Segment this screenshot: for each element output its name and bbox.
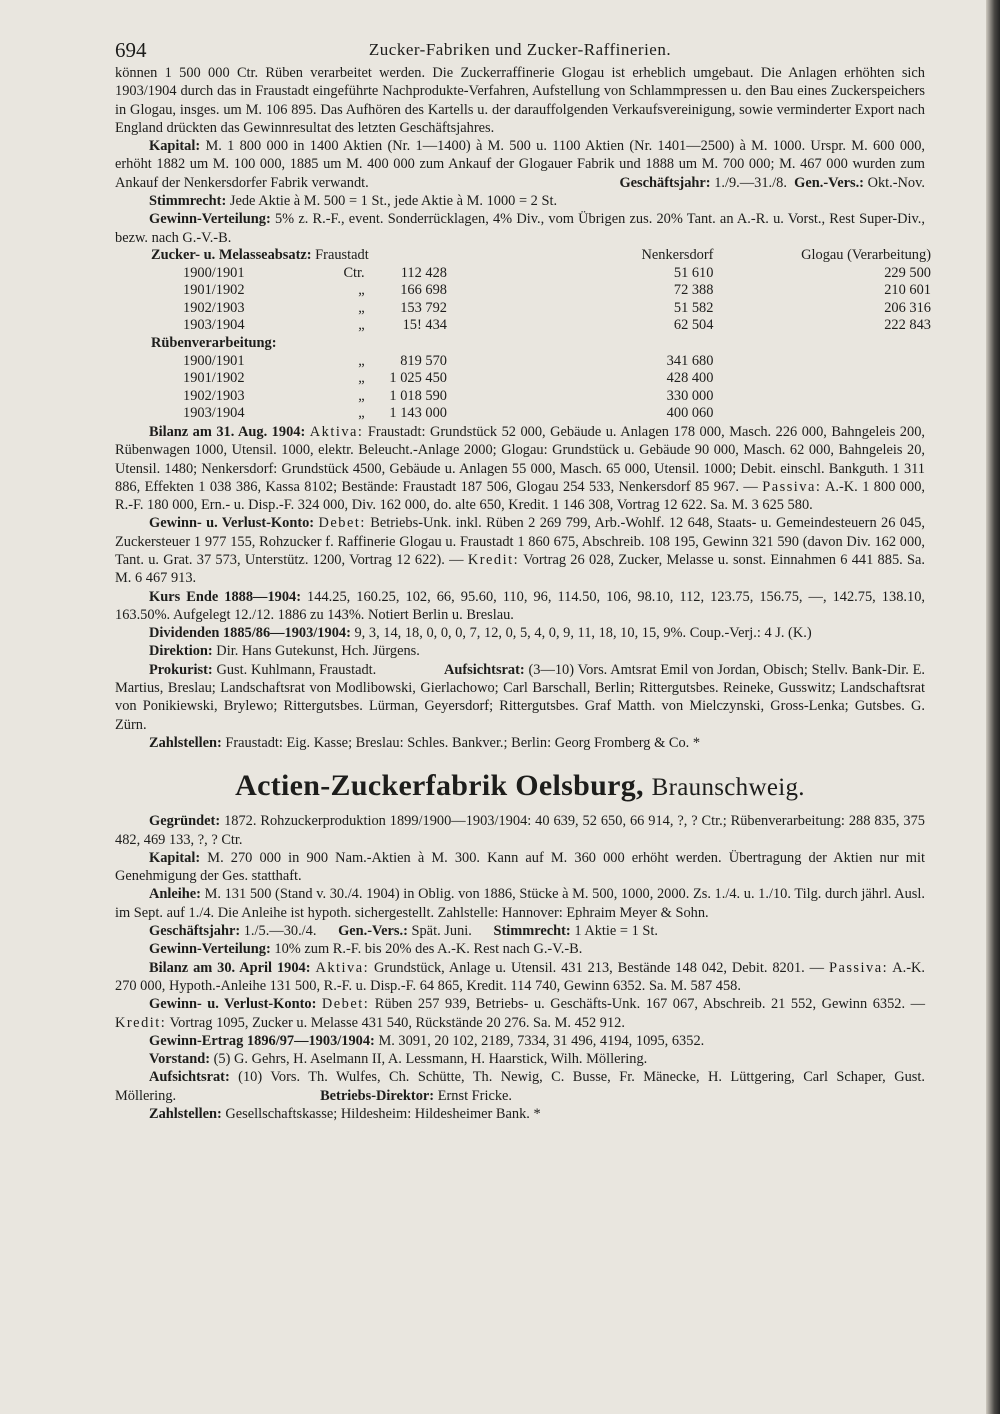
- ar-label: Aufsichtsrat:: [443, 661, 525, 678]
- kapital-label: Kapital:: [149, 138, 201, 155]
- unit-cell: „: [358, 299, 365, 316]
- s2-kapital-paragraph: [115, 849, 925, 886]
- zahlstellen-paragraph: [115, 734, 925, 752]
- unit-cell: Ctr.: [343, 264, 365, 281]
- glogau-cell: 229 500: [884, 264, 931, 281]
- s2-gegruendet-paragraph: [115, 812, 925, 849]
- kapital-paragraph: [115, 137, 925, 192]
- unit-cell: „: [358, 405, 365, 422]
- sales-table: [151, 247, 931, 423]
- s2-vorstand-paragraph: [115, 1050, 925, 1068]
- s2-ar-text: (10) Vors. Th. Wulfes, Ch. Schütte, Th. Newig, C. Busse, Fr. Mänecke, H. Lüttgering, Carl Schaper, Gust. Möllering.: [115, 1069, 925, 1104]
- ruben-label: Rübenverarbeitung:: [151, 334, 277, 351]
- unit-cell: „: [358, 370, 365, 387]
- s2-kredit-label: Kredit:: [115, 1014, 167, 1031]
- s2-bilanz-text-2: A.-K. 270 000, Hypoth.-Anleihe 131 500, R.-F. u. Disp.-F. 64 865, Kredit. 114 740, Gewinn 6352. Sa. M. 587 458.: [115, 959, 925, 994]
- kredit-label: Kredit:: [467, 551, 520, 568]
- bilanz-paragraph: [115, 423, 925, 514]
- s2-stimm-text: 1 Aktie = 1 St.: [570, 923, 658, 940]
- unit-cell: „: [358, 282, 365, 299]
- year-cell: 1902/1903: [183, 387, 245, 404]
- nenkersdorf-cell: 72 388: [673, 282, 714, 299]
- s2-gj-label: Geschäftsjahr:: [149, 923, 241, 940]
- stimmrecht-paragraph: [115, 192, 925, 210]
- s2-ertrag-paragraph: [115, 1032, 925, 1050]
- s2-ar-label: Aufsichtsrat:: [149, 1069, 230, 1086]
- unit-cell: „: [358, 387, 365, 404]
- s2-aktiva-label: Aktiva:: [315, 959, 370, 976]
- fraustadt-cell: 112 428: [400, 264, 447, 281]
- kapital-text: M. 1 800 000 in 1400 Aktien (Nr. 1—1400) à M. 500 u. 1100 Aktien (Nr. 1401—2500) à M. 1000. Urspr. M. 600 000, erhöht 1882 um M. 100 000, 1885 um M. 400 000 zum Ankauf der Glogauer Fabrik und 1888 um M. 700 000; M. 467 000 wurden zum Ankauf der Nenkersdorfer Fabrik verwandt.: [115, 138, 925, 191]
- nenkersdorf-cell: 341 680: [666, 352, 714, 369]
- s2-guv-paragraph: [115, 995, 925, 1032]
- s2-bd-text: Ernst Fricke.: [434, 1087, 513, 1104]
- s2-aufsichtsrat-paragraph: [115, 1068, 925, 1105]
- document-page: [115, 30, 931, 1123]
- debet-label: Debet:: [318, 515, 366, 532]
- s2-zahlstellen-paragraph: [115, 1105, 925, 1123]
- fraustadt-cell: 819 570: [400, 352, 447, 369]
- year-cell: 1900/1901: [183, 352, 245, 369]
- s2-gj-text: 1./5.—30./4.: [240, 923, 317, 940]
- s2-vorst-text: (5) G. Gehrs, H. Aselmann II, A. Lessmann, H. Haarstick, Wilh. Möllering.: [210, 1051, 648, 1068]
- s2-guv-text-2: Vortrag 1095, Zucker u. Melasse 431 540, Rückstände 20 276. Sa. M. 452 912.: [166, 1014, 625, 1031]
- col-fraustadt: Fraustadt: [315, 246, 369, 263]
- kurs-paragraph: [115, 588, 925, 625]
- ar-text: (3—10) Vors. Amtsrat Emil von Jordan, Obisch; Stellv. Bank-Dir. E. Martius, Breslau; Landschaftsrat von Modlibowski, Gierlachowo; Carl Barschall, Berlin; Rittergutsbes. Reineke, Gusswitz; Landschaftsrat von Ponikiewski, Brylewo; Rittergutsbes. Lürman, Geyersdorf; Rittergutsbes. Graf Matth. von Mielczynski, Gross-Lenka; Gutsbes. G. Zürn.: [115, 661, 925, 733]
- prok-label: Prokurist:: [149, 661, 213, 678]
- dir-label: Direktion:: [149, 643, 213, 660]
- glogau-cell: 206 316: [884, 299, 931, 316]
- nenkersdorf-cell: 51 582: [673, 299, 714, 316]
- s2-gewinn-text: 10% zum R.-F. bis 20% des A.-K. Rest nach G.-V.-B.: [270, 941, 583, 958]
- ruben-rows: [151, 353, 931, 423]
- s2-gj-paragraph: [115, 922, 925, 940]
- guv-label: Gewinn- u. Verlust-Konto:: [149, 515, 315, 532]
- direktion-paragraph: [115, 642, 925, 660]
- year-cell: 1903/1904: [183, 405, 245, 422]
- zahl-label: Zahlstellen:: [149, 734, 222, 751]
- intro-paragraph: können 1 500 000 Ctr. Rüben verarbeitet werden. Die Zuckerraffinerie Glogau ist erheblich umgebaut. Die Anlagen erhöhten sich 1903/1904 durch das in Fraustadt eingeführte Nachprodukte-Verfahren, Aufstellung von Schlammpressen u. den Bau eines Zuckerspeichers in Glogau, insges. um M. 106 895. Das Aufhören des Kartells u. der darauffolgenden Verkaufsvereinigung, sowie verminderter Export nach England drückten das Gewinnresultat des letzten Geschäftsjahres.: [115, 65, 925, 136]
- table-row: [151, 405, 931, 423]
- col-glogau: Glogau (Verarbeitung): [801, 246, 931, 263]
- kurs-text: 144.25, 160.25, 102, 66, 95.60, 110, 96, 114.50, 106, 98.10, 112, 123.75, 156.75, —, 142.75, 138.10, 163.50%. Aufgelegt 12./12. 1886 zu 143%. Notiert Berlin u. Breslau.: [115, 588, 925, 623]
- guv-paragraph: [115, 514, 925, 587]
- stimm-label: Stimmrecht:: [149, 193, 227, 210]
- company-place: Braunschweig.: [651, 774, 805, 802]
- sales-table-label: Zucker- u. Melasseabsatz:: [151, 246, 312, 263]
- aktiva-label: Aktiva:: [309, 423, 364, 440]
- glogau-cell: 222 843: [884, 317, 931, 334]
- gewinn-label: Gewinn-Verteilung:: [149, 211, 271, 228]
- bilanz-text-2: A.-K. 1 800 000, R.-F. 180 000, Ern.- u. Disp.-F. 324 000, Div. 162 000, do. alte 650, Kredit. 1 146 308, Vortrag 12 622. Sa. M. 3 625 580.: [115, 478, 925, 514]
- unit-cell: „: [358, 352, 365, 369]
- s2-kapital-label: Kapital:: [149, 849, 201, 866]
- gv-label: Gen.-Vers.:: [794, 174, 864, 191]
- fraustadt-cell: 166 698: [400, 282, 447, 299]
- glogau-cell: [713, 405, 931, 423]
- s2-gewinn-paragraph: [115, 940, 925, 958]
- s2-gewinn-label: Gewinn-Verteilung:: [149, 941, 271, 958]
- sugar-rows: [151, 265, 931, 335]
- bilanz-label: Bilanz am 31. Aug. 1904:: [149, 423, 306, 440]
- div-text: 9, 3, 14, 18, 0, 0, 0, 7, 12, 0, 5, 4, 0, 9, 11, 18, 10, 15, 9%. Coup.-Verj.: 4 J. (K.): [350, 625, 812, 642]
- s2-guv-text-1: Rüben 257 939, Betriebs- u. Geschäfts-Unk. 167 067, Abschreib. 21 552, Gewinn 6352. —: [369, 996, 925, 1013]
- table-row: [151, 353, 931, 371]
- nenkersdorf-cell: 62 504: [673, 317, 714, 334]
- nenkersdorf-cell: 51 610: [673, 264, 714, 281]
- passiva-label: Passiva:: [762, 478, 822, 495]
- gewinn-paragraph: [115, 210, 925, 247]
- s2-guv-label: Gewinn- u. Verlust-Konto:: [149, 996, 317, 1013]
- fraustadt-cell: 1 025 450: [389, 370, 447, 387]
- company-name: Actien-Zuckerfabrik Oelsburg,: [235, 769, 644, 803]
- ruben-header: [151, 335, 931, 353]
- table-row: [151, 282, 931, 300]
- glogau-cell: [713, 388, 931, 406]
- fraustadt-cell: 153 792: [400, 299, 447, 316]
- gv-text: Okt.-Nov.: [863, 174, 925, 191]
- zahl-text: Fraustadt: Eig. Kasse; Breslau: Schles. Bankver.; Berlin: Georg Fromberg & Co. *: [221, 734, 701, 751]
- s2-passiva-label: Passiva:: [828, 959, 889, 976]
- s2-anleihe-paragraph: [115, 885, 925, 922]
- bilanz-text-1: Fraustadt: Grundstück 52 000, Gebäude u. Anlagen 178 000, Masch. 226 000, Bahngeleis 200, Rübenwagen 1000, Utensil. 1000, elektr. Beleucht.-Anlage 2000; Glogau: Grundstück u. Gebäude 90 000, Masch. 62 000, Bahngeleis 20, Utensil. 1480; Nenkersdorf: Grundstück 4500, Gebäude u. Anlagen 55 000, Masch. 65 000, Utensil. 1000; Debit. einschl. Bankguth. 1 311 886, Effekten 1 038 386, Kassa 8102; Bestände: Fraustadt 187 506, Glogau 254 533, Nenkersdorf 85 967. —: [115, 423, 925, 495]
- glogau-cell: [713, 370, 931, 388]
- fraustadt-cell: 1 018 590: [389, 387, 447, 404]
- prok-text: Gust. Kuhlmann, Fraustadt.: [212, 661, 377, 678]
- glogau-cell: 210 601: [884, 282, 931, 299]
- gj-text: 1./9.—31./8.: [710, 174, 787, 191]
- s2-debet-label: Debet:: [321, 996, 370, 1013]
- dividenden-paragraph: [115, 624, 925, 642]
- table-row: [151, 388, 931, 406]
- book-spine-shadow: [986, 0, 1000, 1414]
- s2-stimm-label: Stimmrecht:: [493, 923, 571, 940]
- year-cell: 1901/1902: [183, 370, 245, 387]
- s2-bd-label: Betriebs-Direktor:: [320, 1087, 435, 1104]
- stimm-text: Jede Aktie à M. 500 = 1 St., jede Aktie à M. 1000 = 2 St.: [226, 193, 558, 210]
- s2-bilanz-paragraph: [115, 959, 925, 996]
- running-title: Zucker-Fabriken und Zucker-Raffinerien.: [368, 40, 672, 59]
- table-row: [151, 300, 931, 318]
- s2-zahl-text: Gesellschaftskasse; Hildesheim: Hildesheimer Bank. *: [221, 1106, 541, 1122]
- s2-gegr-text: 1872. Rohzuckerproduktion 1899/1900—1903/1904: 40 639, 52 650, 66 914, ?, ? Ctr.; Rübenverarbeitung: 288 835, 375 482, 469 133, ?, ? Ctr.: [115, 813, 925, 848]
- fraustadt-cell: 15! 434: [402, 317, 447, 334]
- s2-gv-text: Spät. Juni.: [407, 923, 472, 940]
- s2-ertrag-label: Gewinn-Ertrag 1896/97—1903/1904:: [149, 1032, 375, 1049]
- sales-table-header: [151, 247, 931, 265]
- s2-bilanz-label: Bilanz am 30. April 1904:: [149, 959, 311, 976]
- year-cell: 1903/1904: [183, 317, 245, 334]
- table-row: [151, 370, 931, 388]
- unit-cell: „: [358, 317, 365, 334]
- fraustadt-cell: 1 143 000: [389, 405, 447, 422]
- col-nenkersdorf: Nenkersdorf: [641, 246, 714, 263]
- gj-label: Geschäftsjahr:: [619, 174, 711, 191]
- page-number: 694: [115, 38, 147, 62]
- guv-text-1: Betriebs-Unk. inkl. Rüben 2 269 799, Arb.-Wohlf. 12 648, Staats- u. Gemeindesteuern 26 045, Zuckersteuer 1 977 155, Rohzucker f. Raffinerie Glogau u. Fraustadt 1 860 675, Abschreib. 108 195, Gewinn 321 590 (davon Div. 162 000, Tant. u. Grat. 37 573, Unterstütz. 1200, Vortrag 12 622). —: [115, 515, 925, 568]
- nenkersdorf-cell: 400 060: [666, 405, 714, 422]
- s2-bilanz-text-1: Grundstück, Anlage u. Utensil. 431 213, Bestände 148 042, Debit. 8201. —: [369, 959, 829, 976]
- s2-gegr-label: Gegründet:: [149, 813, 221, 830]
- glogau-cell: [713, 353, 931, 371]
- company-heading: [115, 768, 925, 806]
- nenkersdorf-cell: 330 000: [666, 387, 714, 404]
- table-row: [151, 265, 931, 283]
- guv-text-2: Vortrag 26 028, Zucker, Melasse u. sonst. Einnahmen 6 441 885. Sa. M. 6 467 913.: [115, 551, 926, 587]
- s2-anl-label: Anleihe:: [149, 886, 201, 903]
- s2-ertrag-text: M. 3091, 20 102, 2189, 7334, 31 496, 4194, 1095, 6352.: [374, 1032, 705, 1049]
- page-header: [115, 30, 925, 64]
- prokurist-aufsichtsrat-paragraph: [115, 661, 925, 734]
- table-row: [151, 317, 931, 335]
- s2-zahl-label: Zahlstellen:: [149, 1106, 222, 1122]
- div-label: Dividenden 1885/86—1903/1904:: [149, 625, 351, 642]
- gewinn-text: 5% z. R.-F., event. Sonderrücklagen, 4% Div., vom Übrigen zus. 20% Tant. an A.-R. u. Vorst., Rest Super-Div., bezw. nach G.-V.-B.: [115, 211, 925, 246]
- s2-vorst-label: Vorstand:: [149, 1051, 211, 1068]
- year-cell: 1901/1902: [183, 282, 245, 299]
- year-cell: 1902/1903: [183, 299, 245, 316]
- s2-anl-text: M. 131 500 (Stand v. 30./4. 1904) in Oblig. von 1886, Stücke à M. 500, 1000, 2000. Zs. 1./4. u. 1./10. Tilg. durch jährl. Ausl. im Sept. auf 1./4. Die Anleihe ist hypoth. sichergestellt. Zahlstelle: Hannover: Ephraim Meyer & Sohn.: [115, 886, 925, 921]
- gj-gv-inline: [585, 174, 925, 192]
- s2-kapital-text: M. 270 000 in 900 Nam.-Aktien à M. 300. Kann auf M. 360 000 erhöht werden. Übertragung der Aktien nur mit Genehmigung der Ges. statthaft.: [115, 849, 925, 885]
- year-cell: 1900/1901: [183, 264, 245, 281]
- dir-text: Dir. Hans Gutekunst, Hch. Jürgens.: [212, 643, 420, 660]
- kurs-label: Kurs Ende 1888—1904:: [149, 588, 302, 605]
- nenkersdorf-cell: 428 400: [666, 370, 714, 387]
- s2-gv-label: Gen.-Vers.:: [338, 923, 408, 940]
